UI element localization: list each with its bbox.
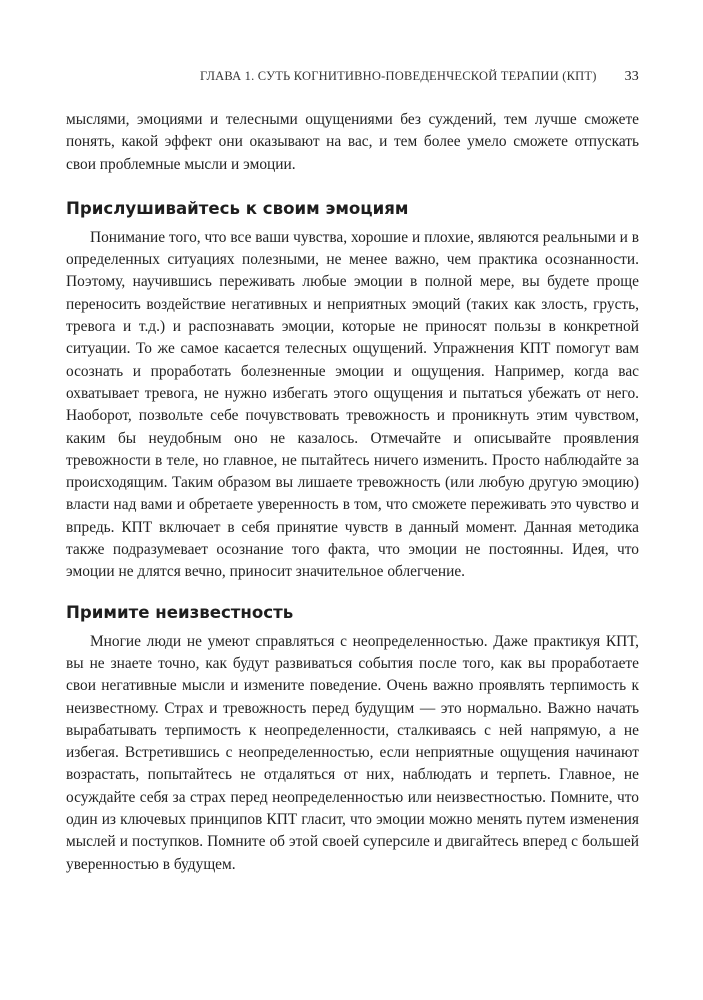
section-paragraph-emotions: Понимание того, что все ваши чувства, хорошие и плохие, являются реальными и в определенных ситуациях полезными, не менее важно, чем практика осознанности. Поэтому, научившись переживать любые эмоции в полной мере, вы будете проще переносить воздействие негативных и неприятных эмоций (таких как злость, грусть, тревога и т.д.) и распознавать эмоции, которые не приносят пользы в конкретной ситуации. То же самое касается телесных ощущений. Упражнения КПТ помогут вам осознать и проработать болезненные эмоции и ощущения. Например, когда вас охватывает тревога, не нужно избегать этого ощущения и пытаться убежать от него. Наоборот, позвольте себе почувствовать тревожность и проникнуть этим чувством, каким бы неудобным оно не казалось. Отмечайте и описывайте проявления тревожности в теле, но главное, не пытайтесь ничего изменить. Просто наблюдайте за происходящим. Таким образом вы лишаете тревожность (или любую другую эмоцию) власти над вами и обретаете уверенность в том, что сможете переживать это чувство и впредь. КПТ включает в себя принятие чувств в данный момент. Данная методика также подразумевает осознание того факта, что эмоции не постоянны. Идея, что эмоции не длятся вечно, приносит значительное облегчение. [66, 228, 639, 581]
section-paragraph-uncertainty: Многие люди не умеют справляться с неопределенностью. Даже практикуя КПТ, вы не знаете точно, как будут развиваться события после того, как вы проработаете свои негативные мысли и измените поведение. Очень важно проявлять терпимость к неизвестному. Страх и тревожность перед будущим — это нормально. Важно начать вырабатывать терпимость к неопределенности, сталкиваясь с ней напрямую, а не избегая. Встретившись с неопределенностью, если неприятные ощущения начинают возрастать, попытайтесь не отдаляться от них, наблюдать и терпеть. Главное, не осуждайте себя за страх перед неопределенностью или неизвестностью. Помните, что один из ключевых принципов КПТ гласит, что эмоции можно менять путем изменения мыслей и поступков. Помните об этой своей суперсиле и двигайтесь вперед с большей уверенностью в будущем. [66, 632, 639, 873]
running-head [66, 69, 639, 85]
continued-paragraph: мыслями, эмоциями и телесными ощущениями без суждений, тем лучше сможете понять, какой эффект они оказывают на вас, и тем более умело сможете отпускать свои проблемные мысли и эмоции. [66, 111, 639, 173]
chapter-title: ГЛАВА 1. СУТЬ КОГНИТИВНО-ПОВЕДЕНЧЕСКОЙ ТЕРАПИИ (КПТ) [199, 69, 597, 83]
body-text [66, 109, 639, 876]
page-number: 33 [624, 69, 639, 84]
section-heading-uncertainty: Примите неизвестность [66, 602, 294, 622]
section-heading-emotions: Прислушивайтесь к своим эмоциям [66, 198, 409, 218]
